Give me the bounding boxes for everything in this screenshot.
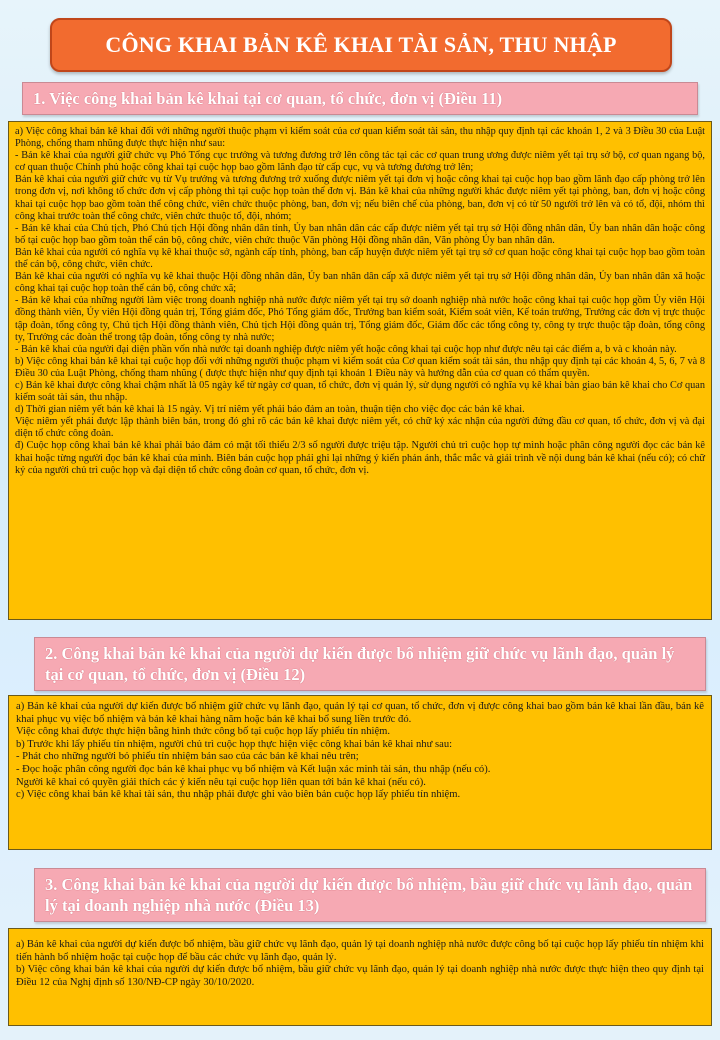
section-2-paragraph: Việc công khai được thực hiện bằng hình thức công bố tại cuộc họp lấy phiếu tín nhiệm. xyxy=(16,726,391,738)
section-1-paragraph: Bản kê khai của người giữ chức vụ từ Vụ trưởng và tương đương trở xuống được niêm yết tại đơn vị hoặc công khai tại cuộc họp bao gồm lãnh đạo cấp phòng trở lên trong đơn vị, nơi không tổ chức đơn vị cấp phòng thì tại cuộc họp toàn thể đơn vị. Bản kê khai của những người khác được niêm yết tại phòng, ban, đơn vị hoặc công khai tại cuộc họp bao gồm toàn thể công chức, viên chức thuộc phòng, ban, đơn vị; nếu biên chế của phòng, ban, đơn vị có từ 50 người trở lên và có tổ, đội, nhóm thì công khai trước toàn thể công chức, viên chức thuộc tổ, đội, nhóm; xyxy=(15,174,705,222)
section-1-paragraph: a) Việc công khai bản kê khai đối với những người thuộc phạm vi kiểm soát của cơ quan kiểm soát tài sản, thu nhập quy định tại các khoản 1, 2 và 3 Điều 30 của Luật Phòng, chống tham nhũng được thực hiện như sau: xyxy=(15,126,705,150)
section-1-paragraph: Bản kê khai của người có nghĩa vụ kê khai thuộc Hội đồng nhân dân, Ủy ban nhân dân cấp xã được niêm yết tại trụ sở Hội đồng nhân dân, Ủy ban nhân dân xã hoặc công khai tại cuộc họp toàn thể cán bộ, công chức xã; xyxy=(15,271,705,295)
section-1-body xyxy=(8,121,712,620)
section-3-paragraph: a) Bản kê khai của người dự kiến được bổ nhiệm, bầu giữ chức vụ lãnh đạo, quản lý tại doanh nghiệp nhà nước được công bố tại cuộc họp lấy phiếu tín nhiệm khi tiến hành bổ nhiệm hoặc tại cuộc họp để bầu các chức vụ lãnh đạo, quản lý. xyxy=(16,939,704,963)
page-title: CÔNG KHAI BẢN KÊ KHAI TÀI SẢN, THU NHẬP xyxy=(105,32,617,57)
section-2-paragraph: b) Trước khi lấy phiếu tín nhiệm, người chủ trì cuộc họp thực hiện việc công khai bản kê khai như sau: xyxy=(16,738,453,750)
section-2-body xyxy=(8,695,712,850)
section-3-heading xyxy=(34,868,706,922)
section-3-heading-text: 3. Công khai bản kê khai của người dự kiến được bổ nhiệm, bầu giữ chức vụ lãnh đạo, quản lý tại doanh nghiệp nhà nước (Điều 13) xyxy=(45,875,693,915)
section-2-heading-text: 2. Công khai bản kê khai của người dự kiến được bổ nhiệm giữ chức vụ lãnh đạo, quản lý tại cơ quan, tổ chức, đơn vị (Điều 12) xyxy=(45,644,675,684)
section-1-paragraph: - Bản kê khai của những người làm việc trong doanh nghiệp nhà nước được niêm yết tại trụ sở doanh nghiệp nhà nước hoặc công khai tại cuộc họp gồm Ủy viên Hội đồng thành viên, Ủy viên Hội đồng quản trị, Tổng giám đốc, Phó Tổng giám đốc, Trưởng ban kiểm soát, Kiểm soát viên, Kế toán trưởng, Trưởng các đơn vị trực thuộc tập đoàn, tổng công ty, Chủ tịch Hội đồng thành viên, Chủ tịch Hội đồng quản trị, Tổng giám đốc, Giám đốc các tổng công ty, công ty trực thuộc tập đoàn, tổng công ty, Trưởng các đoàn thể trong tập đoàn, tổng công ty nhà nước; xyxy=(15,295,705,343)
section-1-paragraph: - Bản kê khai của Chủ tịch, Phó Chủ tịch Hội đồng nhân dân tỉnh, Ủy ban nhân dân các cấp được niêm yết tại trụ sở Hội đồng nhân dân, Ủy ban nhân dân hoặc công bố tại cuộc họp bao gồm toàn thể cán bộ, công chức, viên chức thuộc Văn phòng Hội đồng nhân dân, Văn phòng Ủy ban nhân dân. xyxy=(15,222,705,246)
section-3-paragraph: b) Việc công khai bản kê khai của người dự kiến được bổ nhiệm, bầu giữ chức vụ lãnh đạo, quản lý tại doanh nghiệp nhà nước được thực hiện theo quy định tại Điều 12 của Nghị định số 130/NĐ-CP ngày 30/10/2020. xyxy=(16,964,704,988)
section-1-paragraph: d) Thời gian niêm yết bản kê khai là 15 ngày. Vị trí niêm yết phải bảo đảm an toàn, thuận tiện cho việc đọc các bản kê khai. xyxy=(15,404,525,416)
section-1-paragraph: đ) Cuộc họp công khai bản kê khai phải bảo đảm có mặt tối thiểu 2/3 số người được triệu tập. Người chủ trì cuộc họp tự mình hoặc phân công người đọc các bản kê khai hoặc từng người đọc bản kê khai của mình. Biên bản cuộc họp phải ghi lại những ý kiến phản ánh, thắc mắc và giải trình về nội dung bản kê khai (nếu có); có chữ ký của người chủ trì cuộc họp và đại diện tổ chức công đoàn cơ quan, tổ chức, đơn vị. xyxy=(15,440,705,476)
section-2-paragraph: Người kê khai có quyền giải thích các ý kiến nêu tại cuộc họp liên quan tới bản kê khai (nếu có). xyxy=(16,776,426,788)
section-2-heading xyxy=(34,637,706,691)
section-1-paragraph: - Bản kê khai của người đại diện phần vốn nhà nước tại doanh nghiệp được niêm yết hoặc công khai tại cuộc họp như được nêu tại các điểm a, b và c khoản này. xyxy=(15,343,677,355)
section-2-paragraph: c) Việc công khai bản kê khai tài sản, thu nhập phải được ghi vào biên bản cuộc họp lấy phiếu tín nhiệm. xyxy=(16,789,461,801)
section-1-paragraph: Bản kê khai của người có nghĩa vụ kê khai thuộc sở, ngành cấp tỉnh, phòng, ban cấp huyện được niêm yết tại trụ sở cơ quan hoặc công khai tại cuộc họp bao gồm toàn thể cán bộ, công chức, viên chức. xyxy=(15,246,705,271)
section-1-paragraph: - Bản kê khai của người giữ chức vụ Phó Tổng cục trưởng và tương đương trở lên công tác tại các cơ quan trung ương được niêm yết tại trụ sở bộ, cơ quan ngang bộ, cơ quan thuộc Chính phủ hoặc công khai tại cuộc họp bao gồm lãnh đạo từ cấp cục, vụ và tương đương trở lên; xyxy=(15,150,705,174)
section-3-body xyxy=(8,928,712,1026)
section-2-paragraph: - Đọc hoặc phân công người đọc bản kê khai phục vụ bổ nhiệm và Kết luận xác minh tài sản, thu nhập (nếu có). xyxy=(16,763,491,775)
section-1-heading xyxy=(22,82,698,115)
section-2-paragraph: a) Bản kê khai của người dự kiến được bổ nhiệm giữ chức vụ lãnh đạo, quản lý tại cơ quan, tổ chức, đơn vị được công khai bao gồm bản kê khai lần đầu, bản kê khai phục vụ việc bổ nhiệm và bản kê khai hàng năm hoặc bản kê khai bổ sung liền trước đó. xyxy=(16,701,704,725)
section-1-paragraph: b) Việc công khai bản kê khai tại cuộc họp đối với những người thuộc phạm vi kiểm soát của Cơ quan kiểm soát tài sản, thu nhập quy định tại các khoản 4, 5, 6, 7 và 8 Điều 30 của Luật Phòng, chống tham nhũng ( được thực hiện như quy định tại khoản 1 Điều này và hướng dẫn của cơ quan có thẩm quyền. xyxy=(15,355,705,379)
section-1-heading-text: 1. Việc công khai bản kê khai tại cơ quan, tổ chức, đơn vị (Điều 11) xyxy=(33,89,503,108)
section-2-paragraph: - Phát cho những người bỏ phiếu tín nhiệm bản sao của các bản kê khai nêu trên; xyxy=(16,751,359,763)
section-1-paragraph: c) Bản kê khai được công khai chậm nhất là 05 ngày kể từ ngày cơ quan, tổ chức, đơn vị quản lý, sử dụng người có nghĩa vụ kê khai bàn giao bản kê khai cho Cơ quan kiểm soát tài sản, thu nhập. xyxy=(15,379,705,404)
section-1-paragraph: Việc niêm yết phải được lập thành biên bản, trong đó ghi rõ các bản kê khai được niêm yết, có chữ ký xác nhận của người đứng đầu cơ quan, tổ chức, đơn vị và đại diện tổ chức công đoàn. xyxy=(15,416,705,440)
title-banner xyxy=(50,18,672,72)
